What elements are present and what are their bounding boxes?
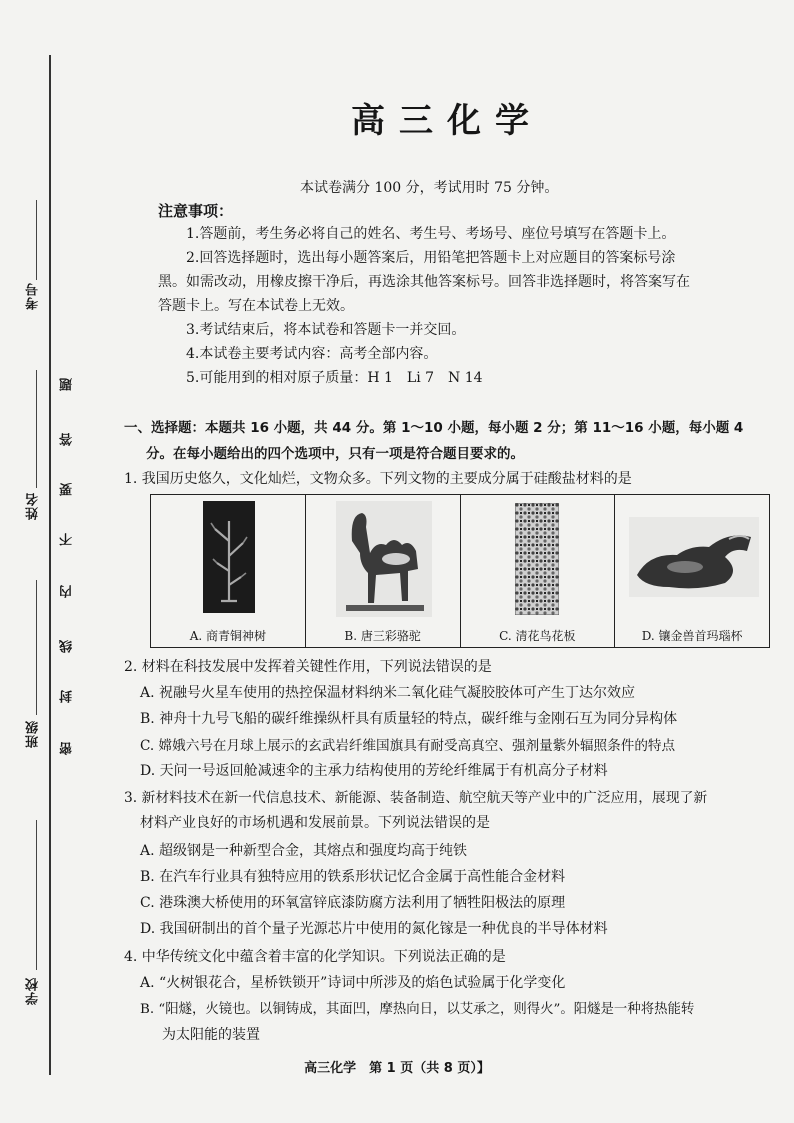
question-4-option-a: A. “火树银花合，星桥铁锁开”诗词中所涉及的焰色试验属于化学变化 <box>140 975 566 991</box>
class-label: 班级 <box>26 720 41 748</box>
class-underline <box>36 580 37 715</box>
exam-no-underline <box>36 200 37 280</box>
notice-item: 2.回答选择题时，选出每小题答案后，用铅笔把答题卡上对应题目的答案标号涂 <box>186 250 676 266</box>
page-footer: 高三化学 第 1 页（共 8 页）】 <box>304 1061 490 1076</box>
camel-icon <box>336 501 432 617</box>
agate-cup-icon <box>629 517 759 597</box>
seal-char: 封 <box>60 690 75 703</box>
option-a-caption: A. 商青铜神树 <box>189 629 267 643</box>
notice-item: 5.可能用到的相对原子质量：H 1 Li 7 N 14 <box>186 370 483 386</box>
patterned-panel-icon <box>515 503 559 615</box>
question-3-option-d: D. 我国研制出的首个量子光源芯片中使用的氮化镓是一种优良的半导体材料 <box>140 921 608 937</box>
question-2-option-c: C. 嫦娥六号在月球上展示的玄武岩纤维国旗具有耐受高真空、强剂量紫外辐照条件的特点 <box>140 738 676 754</box>
notice-heading: 注意事项： <box>158 202 234 220</box>
question-2-stem: 2. 材料在科技发展中发挥着关键性作用，下列说法错误的是 <box>124 659 492 675</box>
question-1-stem: 1. 我国历史悠久，文化灿烂，文物众多。下列文物的主要成分属于硅酸盐材料的是 <box>124 471 632 487</box>
exam-no-label: 考号 <box>26 282 41 310</box>
page-title: 高三化学 <box>351 101 543 141</box>
question-3-option-b: B. 在汽车行业具有独特应用的铁系形状记忆合金属于高性能合金材料 <box>140 869 566 885</box>
seal-char: 答 <box>60 433 75 446</box>
question-4-stem: 4. 中华传统文化中蕴含着丰富的化学知识。下列说法正确的是 <box>124 949 506 965</box>
question-3-stem-line2: 材料产业良好的市场机遇和发展前景。下列说法错误的是 <box>140 815 490 831</box>
question-4-option-b: B. “阳燧，火镜也。以铜铸成，其面凹，摩热向日，以艾承之，则得火”。阳燧是一种将热能转 <box>140 1002 695 1017</box>
seal-char: 内 <box>60 585 75 598</box>
question-3-option-c: C. 港珠澳大桥使用的环氧富锌底漆防腐方法利用了牺牲阳极法的原理 <box>140 895 566 911</box>
option-c-caption: C. 清花鸟花板 <box>499 629 576 643</box>
school-label: 学校 <box>26 977 41 1005</box>
option-b-caption: B. 唐三彩骆驼 <box>344 629 421 643</box>
notice-item: 3.考试结束后，将本试卷和答题卡一并交回。 <box>186 322 466 338</box>
seal-char: 题 <box>60 378 75 391</box>
option-cell-a <box>151 495 306 647</box>
option-cell-b <box>306 495 461 647</box>
name-label: 姓名 <box>26 492 41 520</box>
seal-char: 密 <box>60 742 75 755</box>
exam-info: 本试卷满分 100 分，考试用时 75 分钟。 <box>300 180 559 196</box>
section-heading-line2: 分。在每小题给出的四个选项中，只有一项是符合题目要求的。 <box>146 446 524 462</box>
bronze-tree-icon <box>199 501 259 613</box>
question-3-option-a: A. 超级钢是一种新型合金，其熔点和强度均高于纯铁 <box>140 843 468 859</box>
school-underline <box>36 820 37 970</box>
notice-item: 4.本试卷主要考试内容：高考全部内容。 <box>186 346 438 362</box>
notice-item: 1.答题前，考生务必将自己的姓名、考生号、考场号、座位号填写在答题卡上。 <box>186 226 676 242</box>
option-cell-d <box>615 495 769 647</box>
seal-char: 要 <box>60 483 75 496</box>
option-d-caption: D. 镶金兽首玛瑙杯 <box>641 629 743 643</box>
question-2-option-d: D. 天问一号返回舱减速伞的主承力结构使用的芳纶纤维属于有机高分子材料 <box>140 763 608 779</box>
seal-char: 线 <box>60 640 75 653</box>
question-3-stem-line1: 3. 新材料技术在新一代信息技术、新能源、装备制造、航空航天等产业中的广泛应用，展现了新 <box>124 790 708 806</box>
question-4-option-b-cont: 为太阳能的装置 <box>162 1027 260 1043</box>
seal-char: 不 <box>60 533 75 546</box>
question-2-option-b: B. 神舟十九号飞船的碳纤维操纵杆具有质量轻的特点，碳纤维与金刚石互为同分异构体 <box>140 711 678 727</box>
margin-binding-line <box>49 55 51 1075</box>
option-cell-c <box>461 495 616 647</box>
name-underline <box>36 370 37 488</box>
artifact-image-table <box>150 494 770 648</box>
question-2-option-a: A. 祝融号火星车使用的热控保温材料纳米二氧化硅气凝胶胶体可产生丁达尔效应 <box>140 685 636 701</box>
notice-item: 黑。如需改动，用橡皮擦干净后，再选涂其他答案标号。回答非选择题时，将答案写在 <box>158 274 690 290</box>
section-heading-line1: 一、选择题：本题共 16 小题，共 44 分。第 1～10 小题，每小题 2 分；第 11～16 小题，每小题 4 <box>124 420 744 436</box>
notice-item: 答题卡上。写在本试卷上无效。 <box>158 298 354 314</box>
